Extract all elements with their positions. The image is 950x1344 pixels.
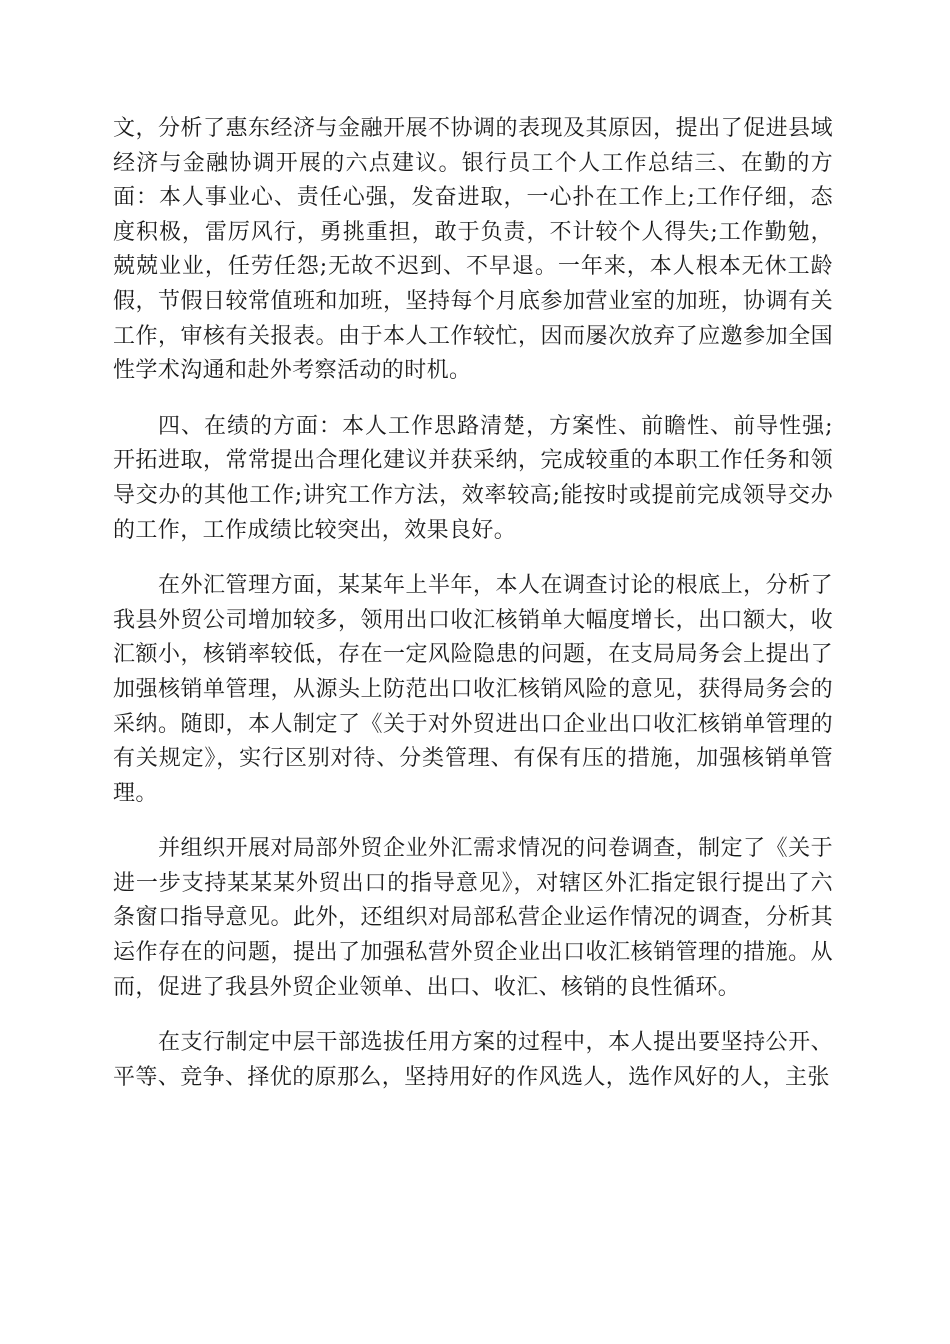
paragraph-survey: 并组织开展对局部外贸企业外汇需求情况的问卷调查，制定了《关于进一步支持某某某外贸出口的指导意见》，对辖区外汇指定银行提出了六条窗口指导意见。此外，还组织对局部私营企业运作情况的调查，分析其运作存在的问题，提出了加强私营外贸企业出口收汇核销管理的措施。从而，促进了我县外贸企业领单、出口、收汇、核销的良性循环。	[113, 836, 833, 1000]
paragraph-continuation: 文，分析了惠东经济与金融开展不协调的表现及其原因，提出了促进县域经济与金融协调开展的六点建议。银行员工个人工作总结三、在勤的方面：本人事业心、责任心强，发奋进取，一心扑在工作上;工作仔细，态度积极，雷厉风行，勇挑重担，敢于负责，不计较个人得失;工作勤勉，兢兢业业，任劳任怨;无故不迟到、不早退。一年来，本人根本无休工龄假，节假日较常值班和加班，坚持每个月底参加营业室的加班，协调有关工作，审核有关报表。由于本人工作较忙，因而屡次放弃了应邀参加全国性学术沟通和赴外考察活动的时机。	[113, 116, 833, 384]
paragraph-forex-management: 在外汇管理方面，某某年上半年，本人在调查讨论的根底上，分析了我县外贸公司增加较多，领用出口收汇核销单大幅度增长，出口额大，收汇额小，核销率较低，存在一定风险隐患的问题，在支局局务会上提出了加强核销单管理，从源头上防范出口收汇核销风险的意见，获得局务会的采纳。随即，本人制定了《关于对外贸进出口企业出口收汇核销单管理的有关规定》，实行区别对待、分类管理、有保有压的措施，加强核销单管理。	[113, 573, 833, 806]
paragraph-cadre-selection: 在支行制定中层干部选拔任用方案的过程中，本人提出要坚持公开、平等、竞争、择优的原那么，坚持用好的作风选人，选作风好的人，主张	[113, 1030, 833, 1090]
paragraph-performance: 四、在绩的方面：本人工作思路清楚，方案性、前瞻性、前导性强;开拓进取，常常提出合理化建议并获采纳，完成较重的本职工作任务和领导交办的其他工作;讲究工作方法，效率较高;能按时或提前完成领导交办的工作，工作成绩比较突出，效果良好。	[113, 413, 833, 543]
document-body	[113, 112, 833, 1116]
